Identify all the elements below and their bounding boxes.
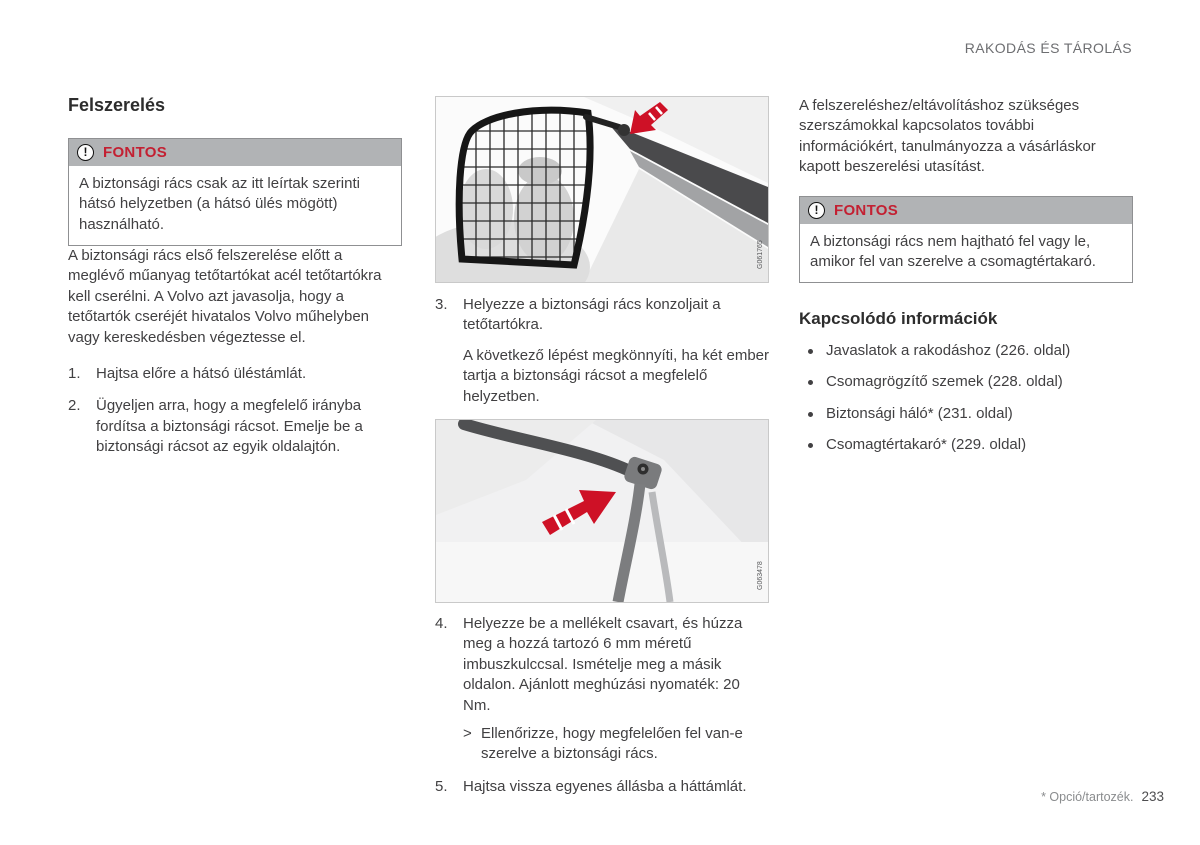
important-box-1-bar — [68, 138, 402, 166]
related-info-list — [799, 341, 1133, 456]
right-intro-paragraph: A felszereléshez/eltávolításhoz szükséges szerszámokkal kapcsolatos további információkért, tanulmányozza a vásárláskor kapott beszerelési utasítást. — [799, 97, 1096, 176]
right-column — [799, 96, 1133, 455]
step-item-4 — [435, 614, 769, 716]
step-item-5 — [435, 777, 769, 797]
step-list-1-2 — [68, 364, 402, 458]
figure1-code: G061765 — [757, 240, 764, 269]
bracket-closeup-illustration — [436, 420, 768, 602]
related-link-csomagrogzito[interactable] — [799, 372, 1133, 392]
figure2-code: G063478 — [757, 561, 764, 590]
bullet-icon — [808, 349, 813, 354]
important-exclamation-icon: ! — [808, 202, 825, 219]
page-footer — [1041, 789, 1164, 804]
result-text: Ellenőrizze, hogy megfelelően fel van-e szerelve a biztonsági rács. — [481, 724, 743, 763]
page-number: 233 — [1141, 789, 1164, 804]
middle-column — [435, 96, 769, 797]
bullet-icon — [808, 380, 813, 385]
step-text: Ügyeljen arra, hogy a megfelelő irányba fordítsa a biztonsági rácsot. Emelje be a biztonsági rácsot az egyik oldalajtón. — [96, 397, 363, 456]
related-link-javaslatok[interactable] — [799, 341, 1133, 361]
important-box-2-bar — [799, 196, 1133, 224]
related-link-csomagtertakaro[interactable] — [799, 435, 1133, 455]
step-item-3 — [435, 295, 769, 336]
step-text: Hajtsa előre a hátsó üléstámlát. — [96, 364, 307, 382]
related-link-label: Csomagtértakaró* (229. oldal) — [826, 436, 1027, 454]
figure-grille-installation — [435, 96, 769, 283]
important-box-2-text: A biztonsági rács nem hajtható fel vagy le, amikor fel van szerelve a csomagtértakaró. — [810, 232, 1096, 270]
related-link-label: Biztonsági háló* (231. oldal) — [826, 404, 1013, 422]
related-link-label: Javaslatok a rakodáshoz (226. oldal) — [826, 341, 1071, 359]
left-intro-paragraph: A biztonsági rács első felszerelése előtt a meglévő műanyag tetőtartókat acél tetőtartókra kell cserélni. A Volvo azt javasolja, hogy a tetőtartók cseréjét hivatalos Volvo műhelyben vagy kereskedésben végeztesse el. — [68, 246, 382, 346]
step-text: Helyezze be a mellékelt csavart, és húzza meg a hozzá tartozó 6 mm méretű imbuszkulccsal. Ismételje meg a másik oldalon. Ajánlott meghúzási nyomaték: 20 Nm. — [463, 614, 743, 714]
grille-mount-knob — [618, 124, 630, 136]
footnote: * Opció/tartozék. — [1041, 790, 1134, 804]
step-text: Helyezze a biztonsági rács konzoljait a tetőtartókra. — [463, 296, 721, 334]
section-heading-felszereles: Felszerelés — [68, 95, 166, 115]
step3-note: A következő lépést megkönnyíti, ha két ember tartja a biztonsági rácsot a megfelelő helyzetben. — [463, 346, 769, 405]
important-box-2 — [799, 196, 1133, 284]
step-number: 4. — [435, 614, 448, 632]
step-number: 1. — [68, 364, 81, 382]
grille-installation-illustration — [436, 97, 768, 282]
step-number: 3. — [435, 296, 448, 313]
important-exclamation-icon: ! — [77, 144, 94, 161]
step-text: Hajtsa vissza egyenes állásba a háttámlát. — [463, 777, 747, 795]
running-header: RAKODÁS ÉS TÁROLÁS — [964, 40, 1132, 56]
bullet-icon — [808, 443, 813, 448]
important-box-1-label: FONTOS — [103, 143, 168, 161]
result-marker: > — [463, 724, 472, 742]
step-number: 2. — [68, 397, 81, 415]
step-item-1 — [68, 364, 402, 384]
related-link-biztonsagi-halo[interactable] — [799, 404, 1133, 424]
step-item-2 — [68, 396, 402, 457]
important-box-2-label: FONTOS — [834, 201, 899, 219]
related-info-heading: Kapcsolódó információk — [799, 309, 998, 329]
related-link-label: Csomagrögzítő szemek (228. oldal) — [826, 373, 1063, 391]
important-box-1 — [68, 138, 402, 246]
important-box-1-text: A biztonsági rács csak az itt leírtak szerinti hátsó helyzetben (a hátsó ülés mögött) használható. — [79, 174, 360, 233]
bullet-icon — [808, 412, 813, 417]
left-column — [68, 96, 402, 457]
figure-bracket-closeup — [435, 419, 769, 603]
step-number: 5. — [435, 777, 448, 795]
step4-result — [463, 724, 769, 765]
